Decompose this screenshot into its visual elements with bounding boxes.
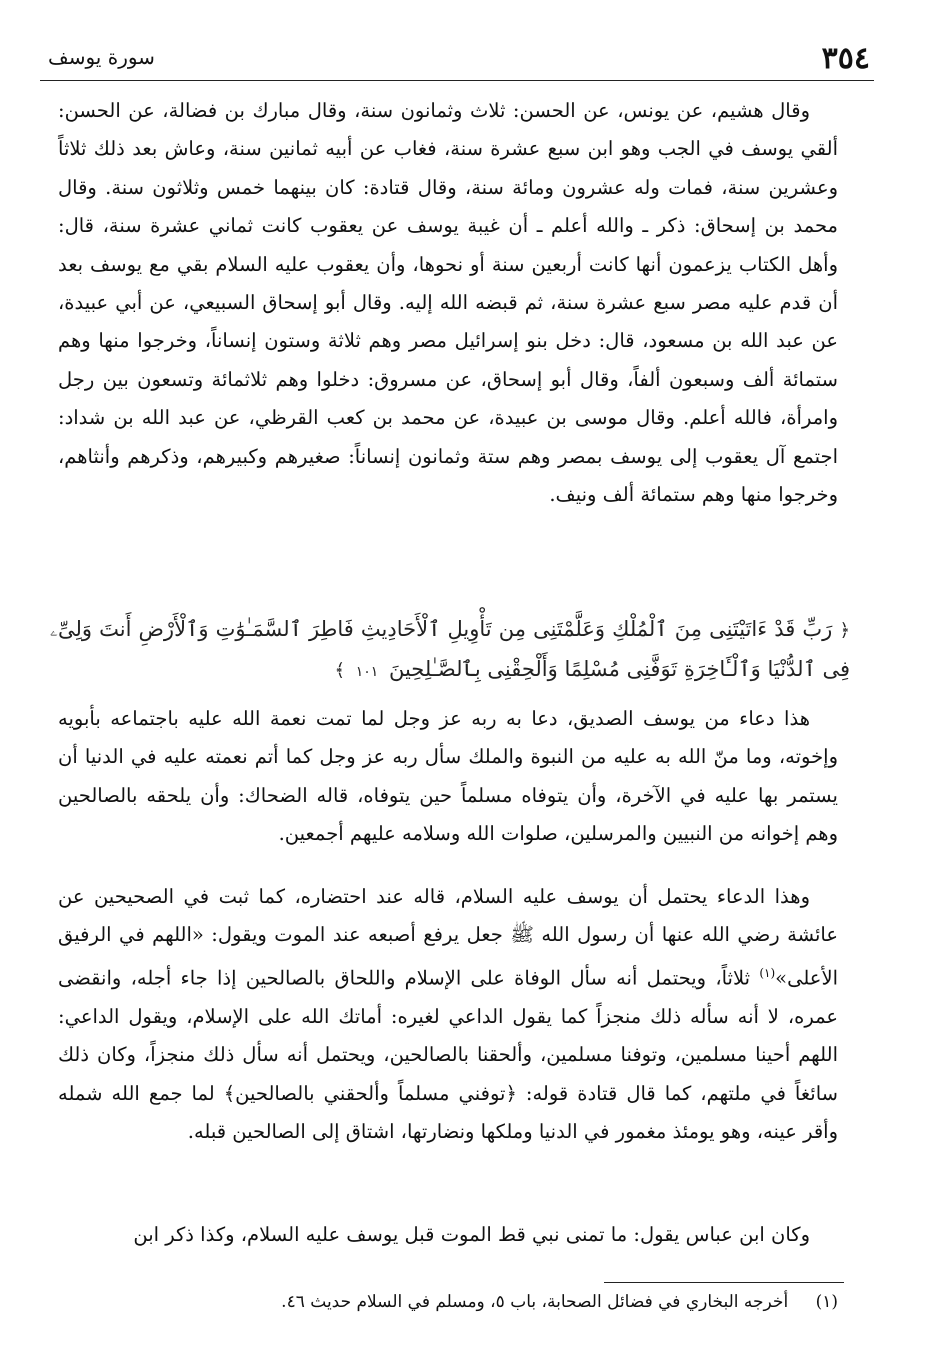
main-text-block [58, 92, 838, 514]
running-title: سورة يوسف [48, 45, 155, 69]
verse-open-bracket: ﴿ [839, 620, 850, 641]
paragraph-3-part-a: وهذا الدعاء يحتمل أن يوسف عليه السلام، قاله عند احتضاره، كما ثبت في الصحيحين عن عائشة رضي الله عنها أن رسول الله ﷺ جعل يرفع أصبعه عند الموت ويقول: «اللهم في الرفيق الأعلى» [58, 885, 838, 990]
quran-verse [50, 610, 850, 691]
verse-text: رَبِّ قَدْ ءَاتَيْتَنِى مِنَ ٱلْمُلْكِ وَعَلَّمْتَنِى مِن تَأْوِيلِ ٱلْأَحَادِيثِ فَاطِرَ ٱلسَّمَـٰوَٰتِ وَٱلْأَرْضِ أَنتَ وَلِىِّۦ فِى ٱلدُّنْيَا وَٱلْـَٔاخِرَةِ تَوَفَّنِى مُسْلِمًا وَأَلْحِقْنِى بِٱلصَّـٰلِحِينَ [50, 617, 850, 681]
page-number: ٣٥٤ [821, 41, 870, 76]
footnote-divider [604, 1282, 844, 1283]
footnote-reference[interactable]: (١) [759, 966, 776, 981]
paragraph-2: هذا دعاء من يوسف الصديق، دعا به ربه عز وجل لما تمت نعمة الله عليه باجتماعه بأبويه وإخوته، وما منّ الله به عليه من النبوة والملك سأل ربه عز وجل كما أتم نعمته عليه في الدنيا أن يستمر بها عليه في الآخرة، وأن يتوفاه مسلماً حين يتوفاه، قاله الضحاك: وأن يلحقه بالصالحين وهم إخوانه من النبيين والمرسلين، صلوات الله وسلامه عليهم أجمعين. [58, 707, 838, 846]
verse-close-bracket: ﴾ [334, 660, 346, 681]
paragraph-4: وكان ابن عباس يقول: ما تمنى نبي قط الموت قبل يوسف عليه السلام، وكذا ذكر ابن [133, 1223, 810, 1246]
footnote [58, 1288, 838, 1316]
verse-number: ١٠١ [355, 664, 379, 680]
paragraph-1: وقال هشيم، عن يونس، عن الحسن: ثلاث وثمانون سنة، وقال مبارك بن فضالة، عن الحسن: ألقي يوسف في الجب وهو ابن سبع عشرة سنة، فغاب عن أبيه ثمانين سنة، وعاش بعد ذلك ثلاثاً وعشرين سنة، فمات وله عشرون ومائة سنة، وقال قتادة: كان بينهما خمس وثلاثون سنة. وقال محمد بن إسحاق: ذكر ـ والله أعلم ـ أن غيبة يوسف عن يعقوب كانت ثماني عشرة سنة، قال: وأهل الكتاب يزعمون أنها كانت أربعين سنة أو نحوها، وأن يعقوب عليه السلام بقي مع يوسف بعد أن قدم عليه مصر سبع عشرة سنة، ثم قبضه الله إليه. وقال أبو إسحاق السبيعي، عن أبي عبيدة، عن عبد الله بن مسعود، قال: دخل بنو إسرائيل مصر وهم ثلاثة وستون إنساناً، وخرجوا منها وهم ستمائة ألف وسبعون ألفاً، وقال أبو إسحاق، عن مسروق: دخلوا وهم ثلاثمائة وتسعون بين رجل وامرأة، فالله أعلم. وقال موسى بن عبيدة، عن محمد بن كعب القرظي، عن عبد الله بن شداد: اجتمع آل يعقوب إلى يوسف بمصر وهم ستة وثمانون إنساناً: صغيرهم وكبيرهم، وذكرهم وأنثاهم، وخرجوا منها وهم ستمائة ألف ونيف. [58, 99, 838, 507]
paragraph-3 [58, 878, 838, 1151]
footnote-number: (١) [815, 1292, 838, 1312]
footnote-text: أخرجه البخاري في فضائل الصحابة، باب ٥، ومسلم في السلام حديث ٤٦. [281, 1292, 789, 1312]
header-divider [40, 80, 874, 81]
paragraph-3-part-b: ثلاثاً، ويحتمل أنه سأل الوفاة على الإسلام واللحاق بالصالحين إذا جاء أجله، وانقضى عمره، لا أنه سأله ذلك منجزاً كما يقول الداعي لغيره: أماتك الله على الإسلام، ويقول الداعي: اللهم أحينا مسلمين، وتوفنا مسلمين، وألحقنا بالصالحين، ويحتمل أنه سأل ذلك منجزاً، وكان ذلك سائغاً في ملتهم، كما قال قتادة قوله: ﴿توفني مسلماً وألحقني بالصالحين﴾ لما جمع الله شمله وأقر عينه، وهو يومئذ مغمور في الدنيا وملكها ونضارتها، اشتاق إلى الصالحين قبله. [58, 966, 838, 1143]
page-header [40, 36, 874, 80]
